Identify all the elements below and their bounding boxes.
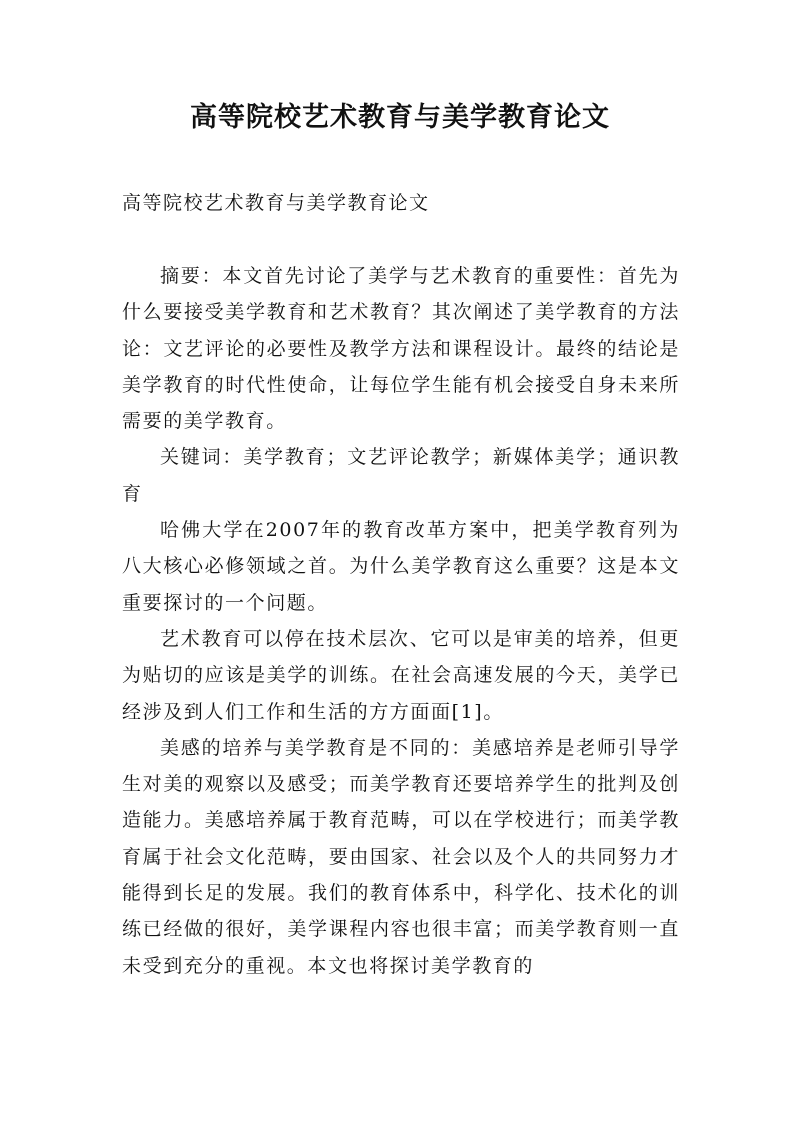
body-paragraph: 哈佛大学在2007年的教育改革方案中，把美学教育列为八大核心必修领域之首。为什么美学教育这么重要？这是本文重要探讨的一个问题。 bbox=[122, 519, 680, 614]
document-subtitle: 高等院校艺术教育与美学教育论文 bbox=[122, 192, 430, 214]
body-paragraph: 美感的培养与美学教育是不同的：美感培养是老师引导学生对美的观察以及感受；而美学教育还要培养学生的批判及创造能力。美感培养属于教育范畴，可以在学校进行；而美学教育属于社会文化范畴，要由国家、社会以及个人的共同努力才能得到长足的发展。我们的教育体系中，科学化、技术化的训练已经做的很好，美学课程内容也很丰富；而美学教育则一直未受到充分的重视。本文也将探讨美学教育的 bbox=[122, 736, 680, 977]
document-title: 高等院校艺术教育与美学教育论文 bbox=[190, 102, 610, 133]
document-body bbox=[122, 258, 680, 984]
body-paragraph: 艺术教育可以停在技术层次、它可以是审美的培养，但更为贴切的应该是美学的训练。在社会高速发展的今天，美学已经涉及到人们工作和生活的方方面面[1]。 bbox=[122, 627, 680, 723]
abstract-paragraph: 摘要：本文首先讨论了美学与艺术教育的重要性：首先为什么要接受美学教育和艺术教育？其次阐述了美学教育的方法论：文艺评论的必要性及教学方法和课程设计。最终的结论是美学教育的时代性使命，让每位学生能有机会接受自身未来所需要的美学教育。 bbox=[122, 265, 680, 433]
keywords-paragraph: 关键词：美学教育；文艺评论教学；新媒体美学；通识教育 bbox=[122, 446, 680, 505]
